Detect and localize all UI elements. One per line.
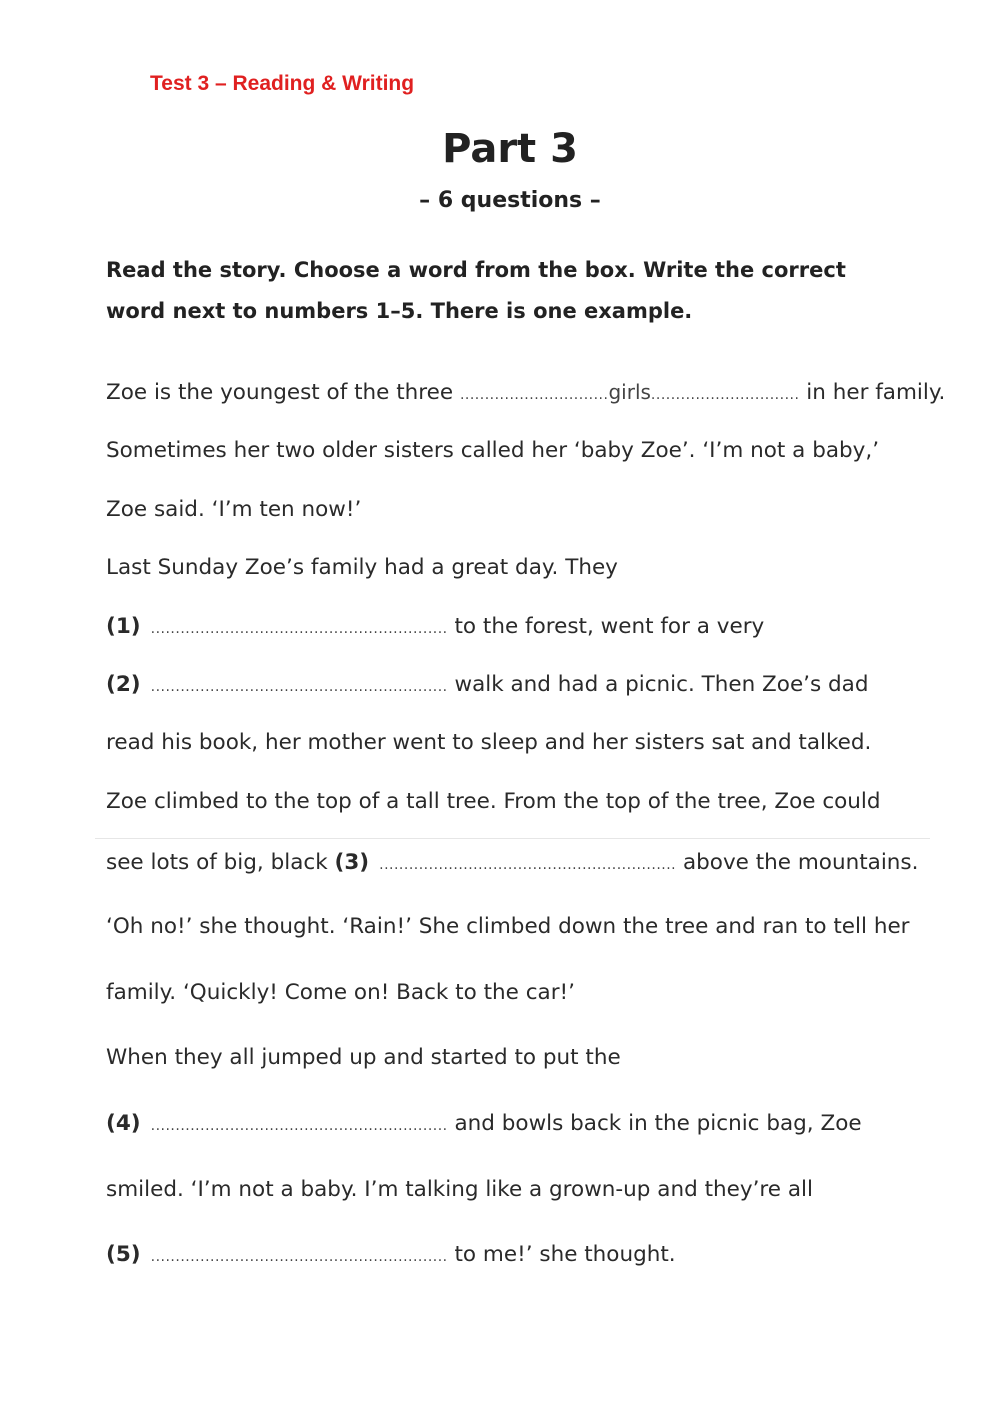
answer-blank-right: ..............................	[650, 387, 800, 403]
question-3-line	[106, 850, 918, 875]
answer-blank-2[interactable]: ............................................................	[150, 679, 448, 695]
story-text: to the forest, went for a very	[454, 614, 765, 639]
scan-divider	[95, 838, 930, 839]
question-5-line	[106, 1242, 676, 1267]
question-number: (5)	[106, 1242, 141, 1267]
header-title: Test 3 – Reading & Writing	[150, 72, 415, 95]
story-line-12: When they all jumped up and started to put the	[106, 1045, 621, 1070]
part-subtitle: – 6 questions –	[419, 188, 601, 213]
story-line-2: Sometimes her two older sisters called her ‘baby Zoe’. ‘I’m not a baby,’	[106, 438, 880, 463]
story-text: walk and had a picnic. Then Zoe’s dad	[454, 672, 869, 697]
answer-blank-5[interactable]: ............................................................	[150, 1249, 448, 1265]
question-2-line	[106, 672, 869, 697]
question-number: (3)	[334, 850, 370, 875]
question-number: (4)	[106, 1111, 141, 1136]
story-line-4: Last Sunday Zoe’s family had a great day. They	[106, 555, 618, 580]
story-line-10: ‘Oh no!’ she thought. ‘Rain!’ She climbed down the tree and ran to tell her	[106, 914, 910, 939]
story-line-14: smiled. ‘I’m not a baby. I’m talking like a grown-up and they’re all	[106, 1177, 813, 1202]
answer-blank-1[interactable]: ............................................................	[150, 621, 448, 637]
story-text: in her family.	[806, 380, 946, 405]
story-text: Zoe is the youngest of the three	[106, 380, 454, 405]
part-title: Part 3	[442, 126, 578, 172]
story-text: to me!’ she thought.	[454, 1242, 676, 1267]
story-line-3: Zoe said. ‘I’m ten now!’	[106, 497, 362, 522]
instructions: Read the story. Choose a word from the box. Write the correct word next to numbers 1–5. There is one example.	[106, 258, 846, 323]
story-text: see lots of big, black	[106, 850, 328, 875]
answer-blank-left: ..............................	[459, 387, 609, 403]
question-number: (1)	[106, 614, 141, 639]
story-line-8: Zoe climbed to the top of a tall tree. From the top of the tree, Zoe could	[106, 789, 881, 814]
story-line-1	[106, 380, 945, 405]
story-text: above the mountains.	[682, 850, 919, 875]
answer-blank-4[interactable]: ............................................................	[150, 1118, 448, 1134]
example-answer: girls	[608, 380, 651, 404]
story-line-11: family. ‘Quickly! Come on! Back to the car!’	[106, 980, 576, 1005]
question-4-line	[106, 1111, 862, 1136]
question-1-line	[106, 614, 764, 639]
story-text: and bowls back in the picnic bag, Zoe	[454, 1111, 862, 1136]
answer-blank-3[interactable]: ............................................................	[379, 857, 677, 873]
story-line-7: read his book, her mother went to sleep and her sisters sat and talked.	[106, 730, 872, 755]
question-number: (2)	[106, 672, 141, 697]
